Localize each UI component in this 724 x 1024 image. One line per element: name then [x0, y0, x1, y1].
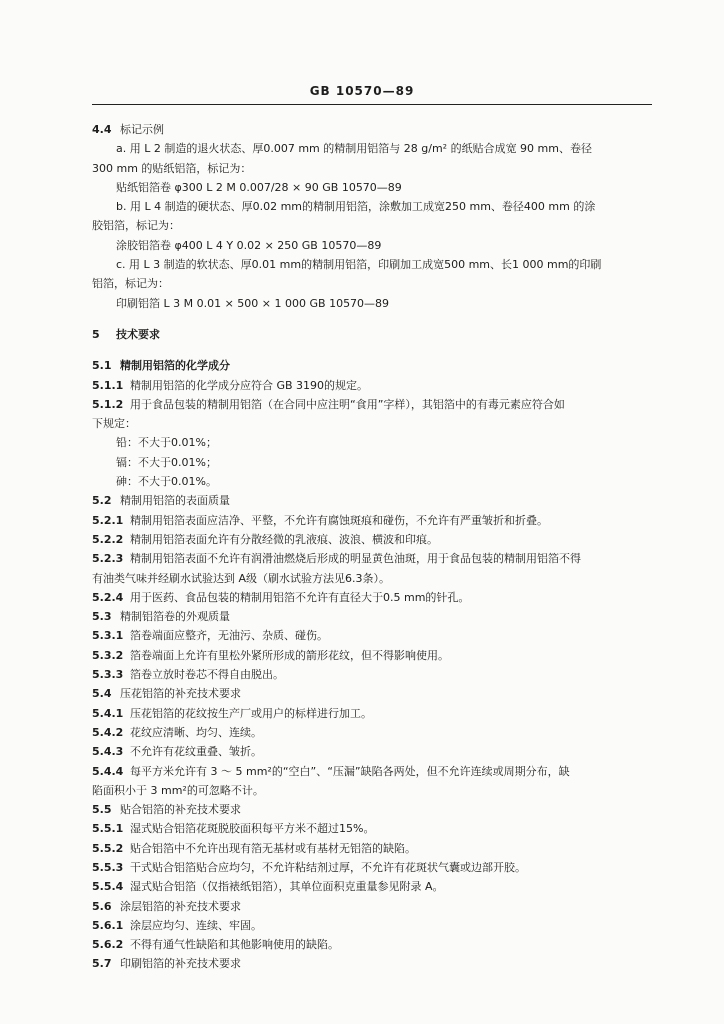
clause-text: 标记示例	[120, 123, 164, 136]
text-line	[92, 607, 657, 626]
text-line	[92, 742, 657, 761]
continuation-text: 胶铝箔，标记为：	[92, 219, 180, 233]
text-line	[92, 216, 657, 235]
text-line	[92, 294, 657, 313]
clause-number: 5.2.3	[92, 552, 124, 566]
clause-number: 5.3.3	[92, 668, 124, 682]
text-line	[92, 120, 657, 139]
clause-text: 压花铝箔的花纹按生产厂或用户的标样进行加工。	[130, 706, 372, 720]
text-line	[92, 236, 657, 255]
clause-text: 箔卷立放时卷芯不得自由脱出。	[130, 668, 284, 682]
document-body	[92, 120, 657, 974]
text-line	[92, 433, 657, 452]
continuation-text: a. 用 L 2 制造的退火状态、厚0.007 mm 的精制用铝箔与 28 g/m² 的纸贴合成宽 90 mm、卷径	[116, 142, 592, 156]
text-line	[92, 897, 657, 916]
text-line	[92, 819, 657, 838]
clause-number: 5.3.2	[92, 648, 124, 662]
text-line	[92, 781, 657, 800]
clause-text: 箔卷端面上允许有里松外紧所形成的箭形花纹，但不得影响使用。	[130, 648, 449, 662]
standard-header: GB 10570—89	[309, 84, 415, 98]
text-line	[92, 325, 657, 344]
text-line	[92, 916, 657, 935]
clause-number: 5.6.2	[92, 938, 124, 952]
text-line	[92, 376, 657, 395]
text-line	[92, 139, 657, 158]
clause-number: 5.1	[92, 359, 112, 373]
clause-text: 每平方米允许有 3 ～ 5 mm²的“空白”、“压漏”缺陷各两处，但不允许连续或周期分布，缺	[130, 764, 570, 778]
continuation-text: c. 用 L 3 制造的软状态、厚0.01 mm的精制用铝箔，印刷加工成宽500 mm、长1 000 mm的印刷	[116, 258, 602, 272]
clause-number: 5.3	[92, 610, 112, 624]
clause-text: 涂层铝箔的补充技术要求	[120, 899, 241, 913]
clause-number: 5.3.1	[92, 629, 124, 643]
continuation-text: 陷面积小于 3 mm²的可忽略不计。	[92, 783, 264, 797]
clause-text: 贴合铝箔中不允许出现有箔无基材或有基材无铝箔的缺陷。	[130, 841, 416, 855]
clause-number: 5	[92, 327, 100, 341]
clause-number: 5.5.1	[92, 822, 124, 836]
text-line	[92, 877, 657, 896]
clause-text: 湿式贴合铝箔花斑脱胶面积每平方米不超过15%。	[130, 822, 375, 836]
header-rule	[92, 104, 652, 105]
continuation-text: 300 mm 的贴纸铝箔，标记为：	[92, 161, 252, 175]
continuation-text: 镉：不大于0.01%；	[116, 455, 217, 469]
text-line	[92, 159, 657, 178]
continuation-text: 砷：不大于0.01%。	[116, 475, 217, 489]
clause-text: 印刷铝箔的补充技术要求	[120, 957, 241, 971]
text-line	[92, 626, 657, 645]
text-line	[92, 704, 657, 723]
clause-text: 箔卷端面应整齐，无油污、杂质、碰伤。	[130, 629, 328, 643]
continuation-text: 印刷铝箔 L 3 M 0.01 × 500 × 1 000 GB 10570—89	[116, 296, 390, 310]
clause-number: 5.2.1	[92, 513, 124, 527]
clause-text: 用于医药、食品包装的精制用铝箔不允许有直径大于0.5 mm的针孔。	[130, 590, 470, 604]
text-line	[92, 255, 657, 274]
continuation-text: 铅：不大于0.01%；	[116, 436, 217, 450]
text-line	[92, 549, 657, 568]
clause-number: 5.7	[92, 957, 112, 971]
clause-text: 涂层应均匀、连续、牢固。	[130, 918, 262, 932]
clause-text: 精制铝箔卷的外观质量	[120, 610, 230, 624]
text-line	[92, 858, 657, 877]
clause-text: 精制用铝箔表面应洁净、平整，不允许有腐蚀斑痕和碰伤，不允许有严重皱折和折叠。	[130, 513, 548, 527]
continuation-text: 下规定：	[92, 417, 136, 431]
text-line	[92, 935, 657, 954]
clause-number: 5.4.1	[92, 706, 124, 720]
text-line	[92, 274, 657, 293]
text-line	[92, 178, 657, 197]
text-line	[92, 684, 657, 703]
text-line	[92, 646, 657, 665]
clause-text: 精制用铝箔的化学成分	[120, 359, 230, 373]
clause-number: 4.4	[92, 123, 112, 136]
clause-number: 5.2.2	[92, 532, 124, 546]
continuation-text: b. 用 L 4 制造的硬状态、厚0.02 mm的精制用铝箔，涂敷加工成宽250 mm、卷径400 mm 的涂	[116, 200, 596, 214]
clause-text: 湿式贴合铝箔（仅指裱纸铝箔），其单位面积克重量参见附录 A。	[130, 880, 444, 894]
clause-text: 精制用铝箔表面允许有分散经微的乳液痕、波浪、横波和印痕。	[130, 532, 438, 546]
text-line	[92, 588, 657, 607]
clause-number: 5.4.3	[92, 745, 124, 759]
text-line	[92, 414, 657, 433]
text-line	[92, 453, 657, 472]
clause-number: 5.4.2	[92, 725, 124, 739]
clause-text: 精制用铝箔表面不允许有润滑油燃烧后形成的明显黄色油斑，用于食品包装的精制用铝箔不得	[130, 552, 581, 566]
clause-number: 5.5.4	[92, 880, 124, 894]
clause-text: 精制用铝箔的表面质量	[120, 494, 230, 508]
clause-number: 5.5.3	[92, 860, 124, 874]
text-line	[92, 511, 657, 530]
clause-text: 压花铝箔的补充技术要求	[120, 687, 241, 701]
clause-text: 花纹应清晰、均匀、连续。	[130, 725, 262, 739]
clause-text: 用于食品包装的精制用铝箔（在合同中应注明“食用”字样），其铝箔中的有毒元素应符合如	[130, 397, 565, 411]
clause-number: 5.1.1	[92, 378, 124, 392]
clause-number: 5.5	[92, 803, 112, 817]
clause-text: 不允许有花纹重叠、皱折。	[130, 745, 262, 759]
text-line	[92, 762, 657, 781]
clause-number: 5.6.1	[92, 918, 124, 932]
clause-number: 5.2	[92, 494, 112, 508]
text-line	[92, 800, 657, 819]
clause-number: 5.6	[92, 899, 112, 913]
clause-number: 5.5.2	[92, 841, 124, 855]
clause-number: 5.4	[92, 687, 112, 701]
clause-text: 精制用铝箔的化学成分应符合 GB 3190的规定。	[130, 378, 369, 392]
text-line	[92, 665, 657, 684]
text-line	[92, 356, 657, 375]
text-line	[92, 954, 657, 973]
text-line	[92, 569, 657, 588]
continuation-text: 有油类气味并经刷水试验达到 A级（刷水试验方法见6.3条）。	[92, 571, 391, 585]
clause-text: 技术要求	[116, 327, 160, 341]
clause-number: 5.4.4	[92, 764, 124, 778]
text-line	[92, 530, 657, 549]
text-line	[92, 472, 657, 491]
clause-text: 贴合铝箔的补充技术要求	[120, 803, 241, 817]
clause-text: 不得有通气性缺陷和其他影响使用的缺陷。	[130, 938, 339, 952]
clause-number: 5.1.2	[92, 397, 124, 411]
text-line	[92, 395, 657, 414]
text-line	[92, 197, 657, 216]
continuation-text: 贴纸铝箔卷 φ300 L 2 M 0.007/28 × 90 GB 10570—89	[116, 180, 402, 194]
continuation-text: 涂胶铝箔卷 φ400 L 4 Y 0.02 × 250 GB 10570—89	[116, 238, 382, 252]
clause-text: 干式贴合铝箔贴合应均匀，不允许粘结剂过厚，不允许有花斑状气囊或边部开胶。	[130, 860, 526, 874]
text-line	[92, 839, 657, 858]
clause-number: 5.2.4	[92, 590, 124, 604]
text-line	[92, 491, 657, 510]
text-line	[92, 723, 657, 742]
continuation-text: 铝箔，标记为：	[92, 277, 169, 291]
